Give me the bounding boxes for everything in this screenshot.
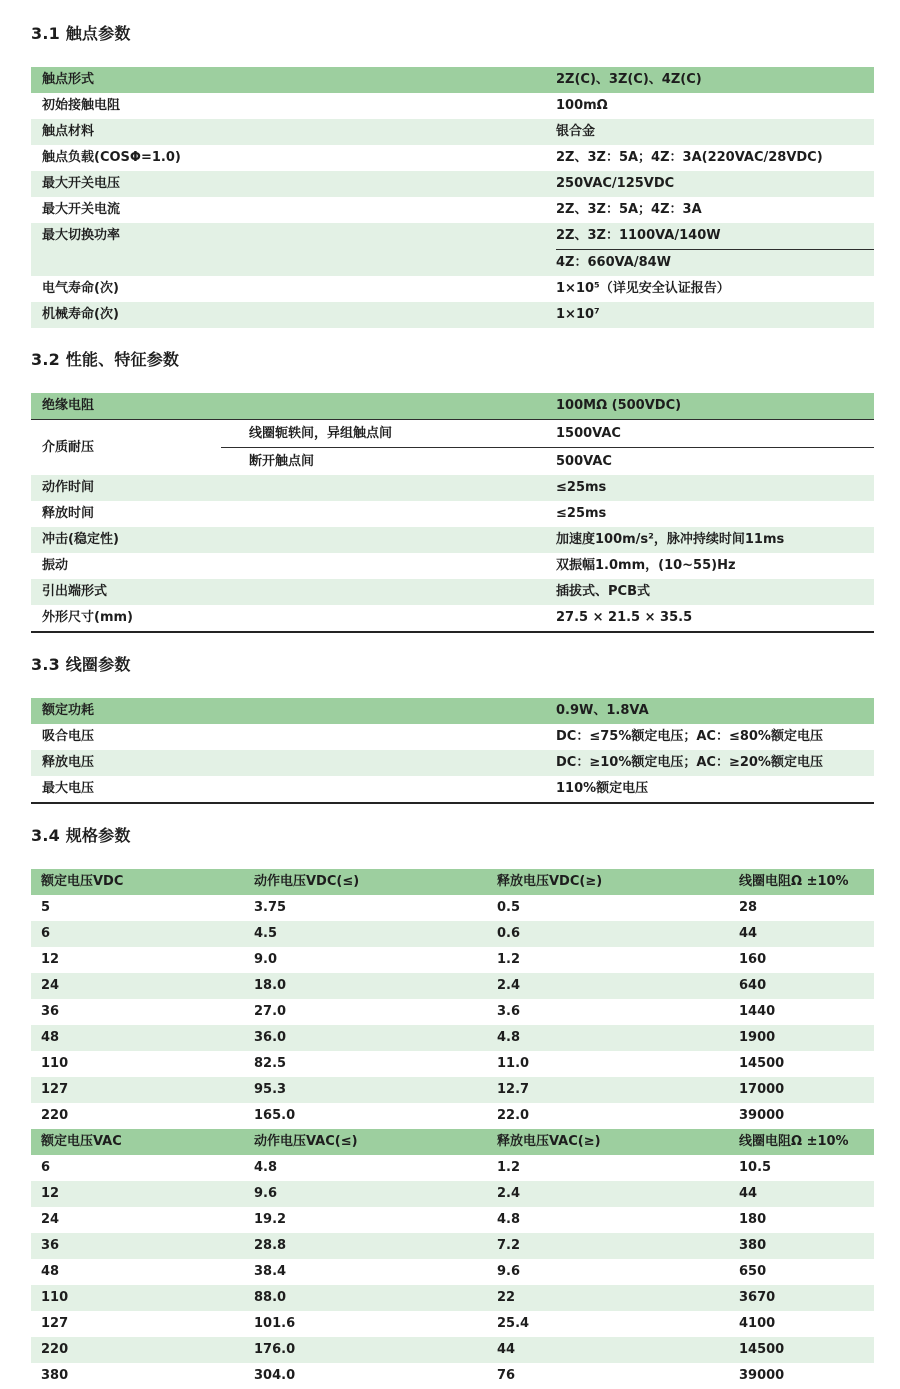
grid-cell: 39000 bbox=[739, 1368, 785, 1383]
grid-cell: 110 bbox=[41, 1290, 69, 1305]
row-label: 振动 bbox=[42, 558, 69, 573]
table-row bbox=[31, 393, 874, 420]
performance-parameters-table bbox=[31, 393, 874, 633]
row-value: 1×10⁵（详见安全认证报告） bbox=[556, 281, 730, 296]
grid-cell: 36 bbox=[41, 1238, 60, 1253]
table-row bbox=[31, 1337, 874, 1363]
sub-row-label: 断开触点间 bbox=[249, 454, 315, 469]
grid-cell: 4.5 bbox=[254, 926, 278, 941]
table-row bbox=[31, 67, 874, 93]
table-row bbox=[31, 1181, 874, 1207]
grid-cell: 48 bbox=[41, 1030, 60, 1045]
table-row bbox=[31, 420, 874, 475]
table-row bbox=[31, 724, 874, 750]
table-row bbox=[31, 302, 874, 328]
grid-cell: 12 bbox=[41, 952, 60, 967]
section-specification-parameters bbox=[0, 826, 900, 1389]
row-label: 吸合电压 bbox=[42, 729, 95, 744]
row-label: 额定功耗 bbox=[42, 703, 95, 718]
table-row bbox=[31, 1363, 874, 1389]
grid-cell: 127 bbox=[41, 1316, 69, 1331]
grid-cell: 176.0 bbox=[254, 1342, 296, 1357]
grid-cell: 110 bbox=[41, 1056, 69, 1071]
table-row bbox=[31, 1259, 874, 1285]
grid-cell: 48 bbox=[41, 1264, 60, 1279]
table-row bbox=[31, 475, 874, 501]
grid-header-row bbox=[31, 869, 874, 895]
grid-cell: 5 bbox=[41, 900, 51, 915]
grid-cell: 6 bbox=[41, 1160, 51, 1175]
sub-row-group bbox=[221, 420, 874, 475]
table-row bbox=[31, 553, 874, 579]
grid-cell: 24 bbox=[41, 978, 60, 993]
grid-cell: 220 bbox=[41, 1342, 69, 1357]
row-label: 初始接触电阻 bbox=[42, 98, 121, 113]
sub-row-value: 1500VAC bbox=[556, 426, 621, 441]
table-row bbox=[31, 1311, 874, 1337]
grid-header-row bbox=[31, 1129, 874, 1155]
grid-cell: 39000 bbox=[739, 1108, 785, 1123]
table-row bbox=[31, 527, 874, 553]
table-row bbox=[31, 1077, 874, 1103]
row-label: 最大开关电压 bbox=[42, 176, 121, 191]
grid-cell: 165.0 bbox=[254, 1108, 296, 1123]
row-value-group bbox=[556, 223, 874, 276]
grid-header-cell: 动作电压VAC(≤) bbox=[254, 1134, 358, 1149]
row-value: 2Z、3Z：5A；4Z：3A(220VAC/28VDC) bbox=[556, 150, 823, 165]
table-row bbox=[31, 276, 874, 302]
row-label: 触点负载(COSΦ=1.0) bbox=[42, 150, 181, 165]
table-row bbox=[31, 171, 874, 197]
grid-cell: 640 bbox=[739, 978, 767, 993]
grid-header-cell: 释放电压VDC(≥) bbox=[497, 874, 603, 889]
grid-header-cell: 线圈电阻Ω ±10% bbox=[739, 874, 849, 889]
table-row bbox=[31, 197, 874, 223]
row-label: 释放电压 bbox=[42, 755, 95, 770]
row-value: 100MΩ (500VDC) bbox=[556, 398, 682, 413]
grid-cell: 2.4 bbox=[497, 978, 521, 993]
grid-cell: 1440 bbox=[739, 1004, 776, 1019]
table-row bbox=[31, 119, 874, 145]
table-row bbox=[31, 93, 874, 119]
table-row bbox=[31, 895, 874, 921]
table-row bbox=[31, 501, 874, 527]
sub-row bbox=[221, 420, 874, 447]
table-row bbox=[31, 1155, 874, 1181]
row-label: 动作时间 bbox=[42, 480, 95, 495]
section-coil-parameters bbox=[0, 655, 900, 804]
table-row bbox=[31, 921, 874, 947]
row-label: 最大电压 bbox=[42, 781, 95, 796]
grid-cell: 25.4 bbox=[497, 1316, 530, 1331]
section-title-performance-parameters: 3.2 性能、特征参数 bbox=[31, 350, 180, 369]
section-title-specification-parameters: 3.4 规格参数 bbox=[31, 826, 131, 845]
row-value: ≤25ms bbox=[556, 506, 607, 521]
grid-cell: 4.8 bbox=[254, 1160, 278, 1175]
table-row bbox=[31, 1051, 874, 1077]
row-label: 电气寿命(次) bbox=[42, 281, 119, 296]
table-row bbox=[31, 1207, 874, 1233]
row-value: 4Z：660VA/84W bbox=[556, 249, 874, 276]
grid-cell: 27.0 bbox=[254, 1004, 287, 1019]
row-value: 银合金 bbox=[556, 124, 596, 139]
grid-cell: 1900 bbox=[739, 1030, 776, 1045]
grid-header-cell: 额定电压VDC bbox=[41, 874, 124, 889]
grid-header-cell: 线圈电阻Ω ±10% bbox=[739, 1134, 849, 1149]
grid-cell: 44 bbox=[497, 1342, 516, 1357]
grid-cell: 380 bbox=[739, 1238, 767, 1253]
table-row bbox=[31, 1233, 874, 1259]
grid-cell: 0.5 bbox=[497, 900, 521, 915]
grid-cell: 76 bbox=[497, 1368, 516, 1383]
row-label: 引出端形式 bbox=[42, 584, 108, 599]
grid-cell: 82.5 bbox=[254, 1056, 287, 1071]
grid-cell: 1.2 bbox=[497, 1160, 521, 1175]
grid-header-cell: 额定电压VAC bbox=[41, 1134, 122, 1149]
specification-parameters-table bbox=[31, 869, 874, 1389]
row-label: 外形尺寸(mm) bbox=[42, 610, 133, 625]
table-row bbox=[31, 579, 874, 605]
grid-cell: 160 bbox=[739, 952, 767, 967]
grid-cell: 19.2 bbox=[254, 1212, 287, 1227]
sub-row-value: 500VAC bbox=[556, 454, 612, 469]
row-label: 冲击(稳定性) bbox=[42, 532, 119, 547]
row-value: 加速度100m/s²，脉冲持续时间11ms bbox=[556, 532, 785, 547]
table-row bbox=[31, 145, 874, 171]
grid-cell: 22 bbox=[497, 1290, 516, 1305]
grid-cell: 4.8 bbox=[497, 1212, 521, 1227]
grid-cell: 127 bbox=[41, 1082, 69, 1097]
section-contact-parameters bbox=[0, 24, 900, 328]
row-label: 触点材料 bbox=[42, 124, 95, 139]
row-label: 介质耐压 bbox=[42, 439, 95, 455]
row-value: 27.5 × 21.5 × 35.5 bbox=[556, 610, 693, 625]
table-row bbox=[31, 698, 874, 724]
grid-cell: 28.8 bbox=[254, 1238, 287, 1253]
row-label: 释放时间 bbox=[42, 506, 95, 521]
table-row bbox=[31, 223, 874, 276]
grid-cell: 95.3 bbox=[254, 1082, 287, 1097]
grid-cell: 9.6 bbox=[254, 1186, 278, 1201]
grid-cell: 101.6 bbox=[254, 1316, 296, 1331]
grid-cell: 24 bbox=[41, 1212, 60, 1227]
row-label: 触点形式 bbox=[42, 72, 95, 87]
grid-cell: 7.2 bbox=[497, 1238, 521, 1253]
grid-cell: 22.0 bbox=[497, 1108, 530, 1123]
grid-cell: 9.6 bbox=[497, 1264, 521, 1279]
grid-cell: 9.0 bbox=[254, 952, 278, 967]
grid-cell: 4.8 bbox=[497, 1030, 521, 1045]
table-row bbox=[31, 947, 874, 973]
row-value: DC：≥10%额定电压；AC：≥20%额定电压 bbox=[556, 755, 823, 770]
row-value: 2Z(C)、3Z(C)、4Z(C) bbox=[556, 72, 702, 87]
grid-cell: 28 bbox=[739, 900, 758, 915]
grid-cell: 304.0 bbox=[254, 1368, 296, 1383]
row-label: 最大开关电流 bbox=[42, 202, 121, 217]
row-value: 250VAC/125VDC bbox=[556, 176, 675, 191]
grid-cell: 3.6 bbox=[497, 1004, 521, 1019]
row-label: 绝缘电阻 bbox=[42, 398, 95, 413]
grid-cell: 2.4 bbox=[497, 1186, 521, 1201]
grid-cell: 4100 bbox=[739, 1316, 776, 1331]
section-performance-parameters bbox=[0, 350, 900, 633]
table-row bbox=[31, 999, 874, 1025]
grid-cell: 36.0 bbox=[254, 1030, 287, 1045]
table-row bbox=[31, 973, 874, 999]
grid-cell: 88.0 bbox=[254, 1290, 287, 1305]
grid-cell: 11.0 bbox=[497, 1056, 530, 1071]
grid-cell: 38.4 bbox=[254, 1264, 287, 1279]
grid-cell: 180 bbox=[739, 1212, 767, 1227]
row-label: 最大切换功率 bbox=[42, 228, 121, 243]
row-value: DC：≤75%额定电压；AC：≤80%额定电压 bbox=[556, 729, 823, 744]
grid-cell: 36 bbox=[41, 1004, 60, 1019]
contact-parameters-table bbox=[31, 67, 874, 328]
table-row bbox=[31, 750, 874, 776]
grid-cell: 44 bbox=[739, 926, 758, 941]
grid-cell: 0.6 bbox=[497, 926, 521, 941]
grid-cell: 12 bbox=[41, 1186, 60, 1201]
grid-cell: 17000 bbox=[739, 1082, 785, 1097]
grid-cell: 3670 bbox=[739, 1290, 776, 1305]
row-value: 110%额定电压 bbox=[556, 781, 649, 796]
grid-cell: 14500 bbox=[739, 1342, 785, 1357]
grid-cell: 12.7 bbox=[497, 1082, 530, 1097]
table-row bbox=[31, 605, 874, 631]
coil-parameters-table bbox=[31, 698, 874, 804]
grid-cell: 6 bbox=[41, 926, 51, 941]
row-label: 机械寿命(次) bbox=[42, 307, 119, 322]
grid-header-cell: 动作电压VDC(≤) bbox=[254, 874, 360, 889]
grid-header-cell: 释放电压VAC(≥) bbox=[497, 1134, 601, 1149]
grid-cell: 220 bbox=[41, 1108, 69, 1123]
grid-cell: 650 bbox=[739, 1264, 767, 1279]
grid-cell: 380 bbox=[41, 1368, 69, 1383]
row-value: 1×10⁷ bbox=[556, 307, 600, 322]
grid-cell: 44 bbox=[739, 1186, 758, 1201]
sub-row bbox=[221, 447, 874, 475]
grid-cell: 18.0 bbox=[254, 978, 287, 993]
row-value: 2Z、3Z：1100VA/140W bbox=[556, 228, 721, 243]
table-row bbox=[31, 1103, 874, 1129]
row-value: 2Z、3Z：5A；4Z：3A bbox=[556, 202, 702, 217]
sub-row-label: 线圈轭轶间，异组触点间 bbox=[249, 426, 393, 441]
row-value: ≤25ms bbox=[556, 480, 607, 495]
section-title-coil-parameters: 3.3 线圈参数 bbox=[31, 655, 131, 674]
row-value: 双振幅1.0mm，(10~55)Hz bbox=[556, 558, 736, 573]
row-value: 插拔式、PCB式 bbox=[556, 584, 650, 599]
table-row bbox=[31, 776, 874, 802]
grid-cell: 3.75 bbox=[254, 900, 287, 915]
grid-cell: 10.5 bbox=[739, 1160, 772, 1175]
section-title-contact-parameters: 3.1 触点参数 bbox=[31, 24, 131, 43]
table-row bbox=[31, 1285, 874, 1311]
row-value: 0.9W、1.8VA bbox=[556, 703, 649, 718]
table-row bbox=[31, 1025, 874, 1051]
row-value: 100mΩ bbox=[556, 98, 608, 113]
grid-cell: 1.2 bbox=[497, 952, 521, 967]
grid-cell: 14500 bbox=[739, 1056, 785, 1071]
